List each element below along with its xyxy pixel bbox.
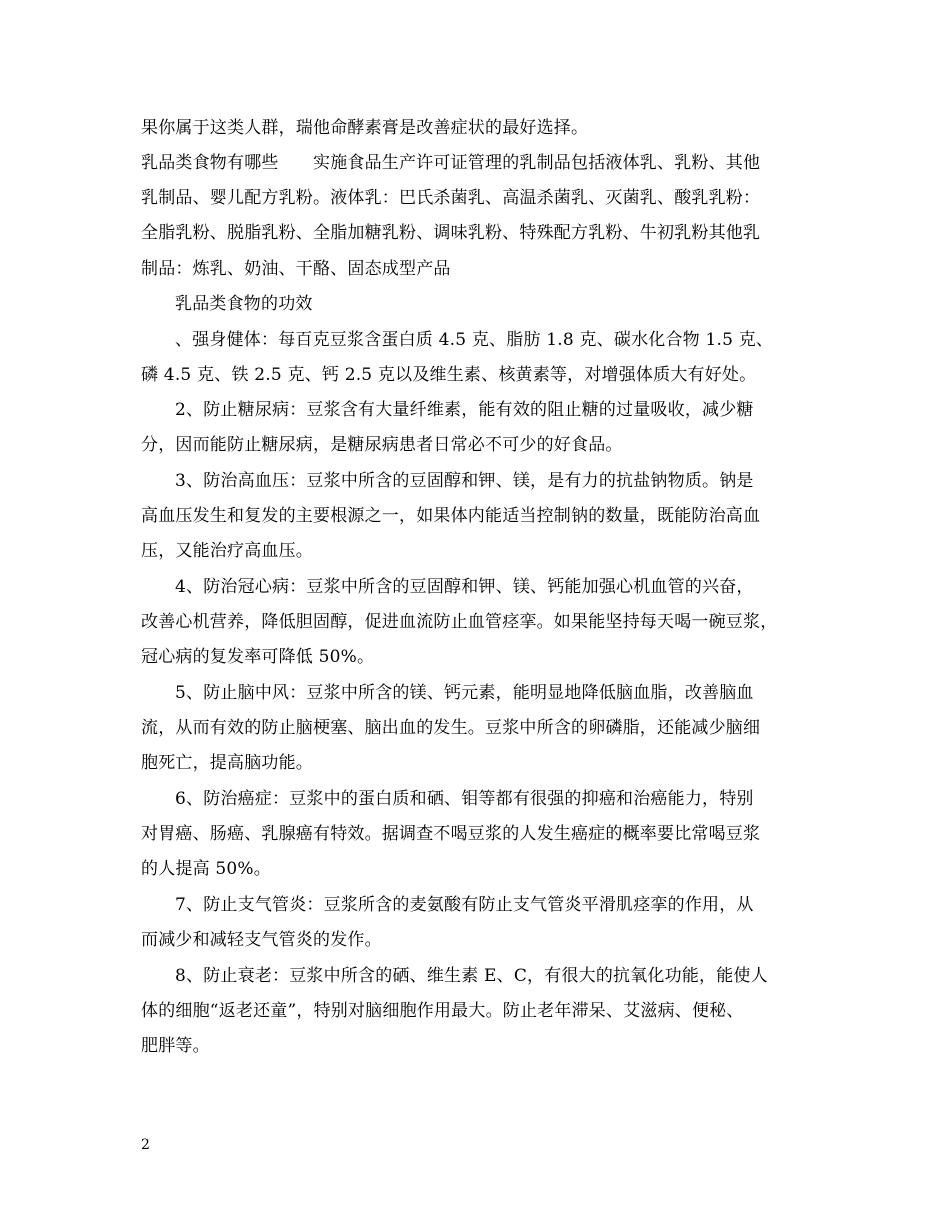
text-line: 肥胖等。	[141, 1036, 210, 1056]
text-line: 3、防治高血压：豆浆中所含的豆固醇和钾、镁，是有力的抗盐钠物质。钠是	[175, 471, 754, 491]
text-line: 冠心病的复发率可降低 50%。	[141, 647, 375, 667]
text-line: 高血压发生和复发的主要根源之一，如果体内能适当控制钠的数量，既能防治高血	[141, 506, 761, 526]
text-line: 全脂乳粉、脱脂乳粉、全脂加糖乳粉、调味乳粉、特殊配方乳粉、牛初乳粉其他乳	[141, 223, 761, 243]
text-line: 分，因而能防止糖尿病，是糖尿病患者日常必不可少的好食品。	[141, 435, 623, 455]
text-line: 压，又能治疗高血压。	[141, 541, 313, 561]
text-line: 对胃癌、肠癌、乳腺癌有特效。据调查不喝豆浆的人发生癌症的概率要比常喝豆浆	[141, 824, 761, 844]
text-line: 乳制品、婴儿配方乳粉。液体乳：巴氏杀菌乳、高温杀菌乳、灭菌乳、酸乳乳粉：	[141, 188, 761, 208]
text-line: 磷 4.5 克、铁 2.5 克、钙 2.5 克以及维生素、核黄素等，对增强体质大有好处。	[141, 365, 757, 385]
text-line: 胞死亡，提高脑功能。	[141, 753, 313, 773]
text-line: 6、防治癌症：豆浆中的蛋白质和硒、钼等都有很强的抑癌和治癌能力，特别	[175, 789, 754, 809]
text-line: 8、防止衰老：豆浆中所含的硒、维生素 E、C，有很大的抗氧化功能，能使人	[175, 966, 768, 986]
text-line: 5、防止脑中风：豆浆中所含的镁、钙元素，能明显地降低脑血脂，改善脑血	[175, 683, 754, 703]
text-line: 流，从而有效的防止脑梗塞、脑出血的发生。豆浆中所含的卵磷脂，还能减少脑细	[141, 718, 761, 738]
text-line: 7、防止支气管炎：豆浆所含的麦氨酸有防止支气管炎平滑肌痉挛的作用，从	[175, 895, 754, 915]
text-line: 乳品类食物有哪些 实施食品生产许可证管理的乳制品包括液体乳、乳粉、其他	[141, 153, 761, 173]
text-line: 而减少和减轻支气管炎的发作。	[141, 930, 382, 950]
text-line: 4、防治冠心病：豆浆中所含的豆固醇和钾、镁、钙能加强心机血管的兴奋，	[175, 577, 754, 597]
text-line: 改善心机营养，降低胆固醇，促进血流防止血管痉挛。如果能坚持每天喝一碗豆浆，	[141, 612, 778, 632]
page-number: 2	[141, 1137, 150, 1153]
section-heading: 乳品类食物的功效	[175, 294, 313, 314]
text-line: 2、防止糖尿病：豆浆含有大量纤维素，能有效的阻止糖的过量吸收，减少糖	[175, 400, 754, 420]
text-line: 制品：炼乳、奶油、干酪、固态成型产品	[141, 259, 451, 279]
text-line: 、强身健体：每百克豆浆含蛋白质 4.5 克、脂肪 1.8 克、碳水化合物 1.5 克、	[175, 330, 774, 350]
text-line: 体的细胞“返老还童”，特别对脑细胞作用最大。防止老年滞呆、艾滋病、便秘、	[141, 1001, 744, 1021]
text-line: 的人提高 50%。	[141, 859, 271, 879]
text-line: 果你属于这类人群，瑞他命酵素膏是改善症状的最好选择。	[141, 118, 589, 138]
